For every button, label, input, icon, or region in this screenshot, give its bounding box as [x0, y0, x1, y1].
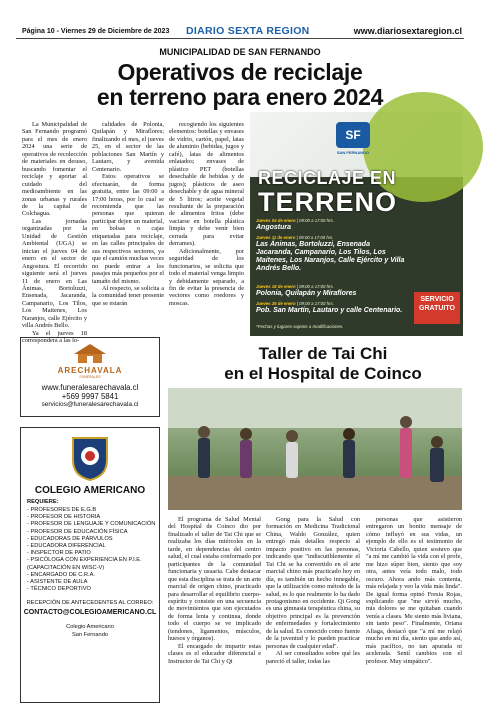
poster-place-1: Angostura	[256, 224, 291, 231]
poster-title-1: RECICLAJE EN	[258, 168, 397, 188]
funeral-email[interactable]: servicios@funeralesarechavala.cl	[41, 401, 139, 408]
house-logo-icon	[70, 342, 110, 364]
poster-place-3: Polonia, Quilapán y Miraflores	[256, 290, 357, 297]
poster-place-2: Las Ánimas, Bortoluzzi, Ensenada Jacaranda, Campanario, Los Tilos, Los Maitenes, Los Naranjos, Calle Ejército y Villa Andrés Bello.	[256, 241, 405, 272]
header-rule	[16, 38, 464, 39]
paragraph: calidades de Polonia, Quilapán y Miraflores; finalizando el mes, el jueves 25, en el sector de las poblaciones San Martín y Lautaro, y avenida Centenario.	[92, 121, 164, 173]
recycling-poster	[250, 112, 463, 336]
job-item: - PROFESOR DE HISTORIA	[27, 514, 101, 521]
paragraph: Al ser consultados sobre qué les pareció el taller, todas las	[266, 650, 360, 665]
colegio-requires-label: REQUIERE:	[27, 499, 59, 505]
colegio-name: COLEGIO AMERICANO	[34, 485, 146, 496]
story1-column-2	[92, 121, 164, 335]
colegio-footer-name: Colegio Americano	[66, 624, 114, 630]
story2-headline-2: en el Hospital de Coinco	[224, 364, 422, 383]
poster-date-2: Jueves 11 de enero | 09:00 a 17:00 hrs.	[256, 235, 334, 240]
job-item: - EDUCADORA DIFERENCIAL	[27, 543, 106, 550]
story2-column-2	[266, 516, 360, 706]
paragraph: El encargado de impartir estas clases es el educador diferencial e Instructor de Tai Chi y Qi	[168, 642, 261, 665]
story1-kicker: MUNICIPALIDAD DE SAN FERNANDO	[159, 47, 321, 57]
poster-date-4: Jueves 25 de enero | 09:00 a 17:00 hrs.	[256, 301, 334, 306]
funeral-logo-text: ARECHAVALA	[57, 366, 123, 375]
story1-column-1	[22, 121, 87, 345]
story1-headline-2: en terreno para enero 2024	[96, 84, 384, 110]
story1-headline-1: Operativos de reciclaje	[117, 59, 363, 85]
job-item: - PROFESORES DE E.G.B	[27, 507, 97, 513]
colegio-job-list	[27, 507, 157, 593]
paragraph: Adicionalmente, por seguridad de los funcionarios, se solicita que todo el material venga limpio y debidamente separado, a fin de evitar la presencia de vectores como roedores y moscas.	[169, 247, 244, 307]
tai-chi-group-illustration	[168, 388, 462, 510]
paragraph: El programa de Salud Mental del Hospital de Coinco dio por finalizado el taller de Tai Chi que se realizaba los días miércoles en la tarde, en dependencias del centro salud, el cual estaba conformado por participantes de la comunidad funcionaria y usuaria. Cabe destacar que esta disciplina se trata de un arte marcial de origen chino, practicado para desarrollar el equilibrio cuerpo-espíritu y consiste en una secuencia de movimientos que son ejecutados de forma lenta y continua, donde todo el cuerpo se ve implicado (tendones, ligamentos, músculos, huesos y órganos).	[168, 516, 261, 643]
municipality-logo-name: SAN FERNANDO	[336, 150, 370, 155]
funeral-ad[interactable]	[20, 337, 160, 417]
job-item: - PROFESOR DE LENGUAJE Y COMUNICACIÓN	[27, 521, 156, 528]
story2-column-3	[366, 516, 462, 706]
colegio-reception: RECEPCIÓN DE ANTECEDENTES AL CORREO:	[26, 600, 154, 606]
paragraph: La Municipalidad de San Fernando programó para el mes de enero 2024 una serie de operativos de recolección de materiales en desuso, buscando fomentar el reciclaje y aportar al cuidado del medioambiente en las zonas urbanas y rurales de la capital de Colchagua.	[22, 121, 87, 218]
poster-title-2: TERRENO	[258, 187, 398, 217]
funeral-logo-sub: FUNERALES	[79, 375, 101, 379]
municipality-logo-icon: SF	[336, 122, 370, 148]
job-item: - PSICÓLOGA CON EXPERIENCIA EN P.I.E.	[27, 557, 142, 564]
poster-date-3: Jueves 18 de enero | 09:00 a 17:00 hrs.	[256, 284, 334, 289]
job-item: - EDUCADORAS DE PÁRVULOS	[27, 535, 113, 542]
funeral-website[interactable]: www.funeralesarechavala.cl	[41, 383, 139, 392]
colegio-contact-email[interactable]: CONTACTO@COLEGIOAMERICANO.CL	[23, 609, 157, 616]
paragraph: Al respecto, se solicita a la comunidad tener presente que se estarán	[92, 284, 164, 307]
free-service-badge: SERVICIO GRATUITO	[414, 292, 460, 324]
colegio-ad[interactable]	[20, 427, 160, 703]
poster-place-4: Pob. San Martín, Lautaro y calle Centenario.	[256, 307, 403, 314]
paragraph: personas que asistieron entregaron un bonito mensaje de cómo influyó en sus vidas, un ejemplo de ello es el testimonio de Victoria Cabello, quien sostuvo que "a mí me cambió la vida con el profe, me hizo súper bien, siento que soy otra, antes veía todo malo, todo oscuro. Ahora ando más contenta, más relajada y veo la vida más linda". De igual forma opinó Fresia Rojas, explicando que "me sirvió mucho, mis dolores se me quitaban cuando venía a clases. Me siento más liviana, sin tanto peso". Finalmente, Oriana Aliaga, destacó que "a mí me relajó mucho en mi día, siento que ando así, más pacífico, no tan apurada ni acelerada. Sentí cambios con el profesor. Muy simpático".	[366, 516, 462, 665]
paragraph: recogiendo los siguientes elementos: botellas y envases de vidrio, cartón, papel, latas de aluminio (bebidas, jugos y café), latas de alimentos enlatados; envases de plástico PET (botellas desechable de bebidas y de jugos); plásticos de aseo desechable y de agua mineral de 5 litros; aceite vegetal resultante de la preparación de alimentos fritos (debe vaciarse en botella plástica limpia y debe venir bien cerrada para evitar derrames).	[169, 121, 244, 248]
funeral-phone[interactable]: +569 9997 5841	[61, 392, 119, 401]
story2-headline-1: Taller de Tai Chi	[258, 344, 388, 363]
paragraph: Ya el jueves 18 corresponderá a las lo-	[22, 329, 87, 345]
tai-chi-photo	[168, 388, 462, 510]
job-item: - PROFESOR DE EDUCACIÓN FÍSICA	[27, 528, 128, 535]
poster-footnote: *Fechas y lugares sujetos a modificaciones.	[256, 324, 344, 329]
paragraph: Gong para la Salud con formación en Medicina Tradicional China, Waldo González, quien entregó más detalles respecto al impacto positivo en las personas, indicando que "indiscutiblemente el Tai Chi se ha convertido en el arte marcial chino más practicado hoy en día, es también un hecho innegable, que la utilización como método de la salud, es lo que realmente lo ha dado protagonismo en occidente. Qi Gong es una gimnasia terapéutica china, su objetivo principal es la prevención de enfermedades y fortalecimiento de la salud. Es conocido como fuente de la juventud y lo pueden practicar personas de cualquier edad".	[266, 516, 360, 650]
job-item: - INSPECTOR DE PATIO	[27, 550, 91, 557]
paragraph: Las jornadas organizadas por la Unidad de Gestión Ambiental (UGA) se inician el jueves 04 de enero en el sector de Angostura. El recorrido siguiente será el jueves 11 de enero en Las Ánimas, Bortoluzzi, Ensenada, Jacaranda, Campanario, Los Tilos, Los Maitenes, Los Naranjos, calle Ejército y villa Andrés Bello.	[22, 217, 87, 330]
school-crest-icon	[69, 434, 111, 482]
job-item: - TÉCNICO DEPORTIVO	[27, 586, 91, 593]
masthead: DIARIO SEXTA REGION	[186, 25, 310, 37]
story1-column-3	[169, 121, 244, 335]
job-item: - ENCARGADO DE C.R.A.	[27, 571, 95, 578]
poster-date-1: Jueves 04 de enero | 09:00 a 17:00 hrs.	[256, 218, 334, 223]
page-date: Página 10 - Viernes 29 de Diciembre de 2023	[22, 28, 170, 35]
colegio-footer-city: San Fernando	[71, 632, 109, 638]
job-item: - ASISTENTE DE AULA	[27, 579, 88, 586]
job-item: (CAPACITACIÓN EN WISC-V)	[27, 564, 105, 571]
story2-column-1	[168, 516, 261, 706]
website-link[interactable]: www.diariosextaregion.cl	[353, 26, 462, 36]
paragraph: Estos operativos se efectuarán, de forma gratuita, entre las 09:00 a 17:00 horas, por lo cual se recomienda que las personas que quieran participar dejen un material, en bolsas o cajas etiquetadas para reciclaje, en las calles principales de sus respectivos sectores, ya que el camión muchas veces no puede entrar a los pasajes más pequeños por el tamaño del mismo.	[92, 173, 164, 285]
